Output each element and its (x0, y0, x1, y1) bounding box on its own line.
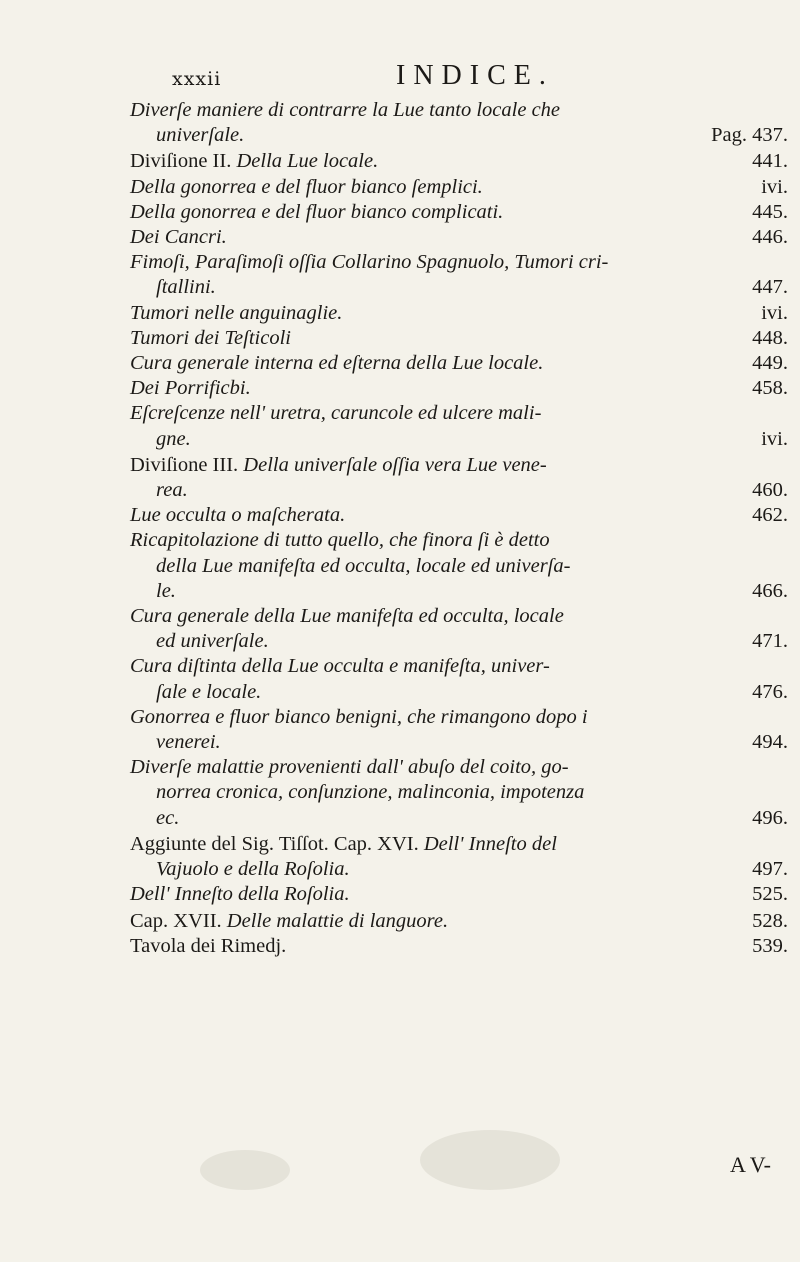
entry-roman-text: Diviſione II. (130, 150, 237, 173)
paper-stain (200, 1150, 290, 1190)
index-entry (130, 528, 788, 604)
entry-page-ref: 466. (752, 579, 788, 602)
index-entry (130, 148, 788, 174)
entry-page-ref: ivi. (761, 301, 788, 324)
entry-line: Eſcreſcenze nell' uretra, caruncole ed ulcere mali- (130, 402, 542, 425)
index-entry (130, 831, 788, 882)
entry-italic-text: Dell' Inneſto del (423, 832, 557, 855)
entry-line: Ricapitolazione di tutto quello, che finora ſi è detto (130, 529, 550, 552)
entry-roman-text: Aggiunte del Sig. Tiſſot. Cap. XVI. (130, 832, 424, 855)
entry-page-ref: 445. (752, 200, 788, 223)
index-entry (130, 175, 788, 200)
entry-line: Gonorrea e fluor bianco benigni, che rimangono dopo i (130, 705, 588, 728)
entry-line: Fimoſi, Paraſimoſi oſſia Collarino Spagnuolo, Tumori cri- (130, 251, 609, 274)
entry-line: della Lue manifeſta ed occulta, locale ed univerſa- (156, 554, 571, 577)
index-entry (130, 882, 788, 907)
index-entry (130, 503, 788, 528)
entry-page-ref: 460. (752, 479, 788, 502)
entry-line: ec. (156, 806, 180, 829)
entry-line: ſtallini. (156, 276, 216, 299)
entry-page-ref: 458. (752, 377, 788, 400)
entry-line (130, 908, 788, 934)
entry-line: Tumori dei Teſticoli (130, 326, 291, 349)
entry-page-ref: ivi. (761, 427, 788, 450)
entry-line: Diverſe maniere di contrarre la Lue tanto locale che (130, 99, 561, 121)
entry-page-ref: 494. (752, 731, 788, 754)
index-entry (130, 250, 788, 300)
index-entry (130, 301, 788, 326)
entry-line: gne. (156, 427, 191, 450)
index-entry (130, 755, 788, 831)
entry-roman-text: Cap. XVII. (130, 909, 227, 932)
entry-page-ref: 448. (752, 326, 788, 349)
catchword: A V- (730, 1152, 771, 1177)
index-entry (130, 326, 788, 351)
entry-line: le. (156, 579, 176, 602)
index-entry (130, 654, 788, 704)
index-entries (130, 98, 788, 959)
entry-italic-text: Della Lue locale. (236, 150, 379, 173)
index-entry (130, 351, 788, 376)
entry-page-ref: 449. (752, 352, 788, 375)
entry-line: norrea cronica, conſunzione, malinconia, impotenza (156, 781, 585, 804)
index-entry (130, 225, 788, 250)
entry-line (130, 452, 788, 478)
index-entry (130, 452, 788, 503)
entry-line (130, 831, 788, 857)
entry-line: Della gonorrea e del fluor bianco complicati. (130, 200, 504, 223)
entry-line: Cura generale della Lue manifeſta ed occulta, locale (130, 605, 564, 628)
entry-line: Cura generale interna ed eſterna della Lue locale. (130, 352, 544, 375)
index-entry (130, 200, 788, 225)
entry-line: rea. (156, 479, 188, 502)
entry-page-ref: 497. (752, 858, 788, 881)
entry-line: Cura diſtinta della Lue occulta e manifeſta, univer- (130, 655, 550, 678)
page-header (172, 62, 772, 102)
entry-page-ref: 462. (752, 504, 788, 527)
entry-roman-text: Diviſione III. (130, 453, 244, 476)
entry-line: venerei. (156, 731, 221, 754)
entry-page-ref: 446. (752, 226, 788, 249)
entry-page-ref: 441. (752, 150, 788, 173)
index-entry (130, 401, 788, 451)
entry-page-ref: 447. (752, 276, 788, 299)
index-entry (130, 705, 788, 755)
entry-line (130, 148, 788, 174)
entry-line: Dei Cancri. (130, 226, 227, 249)
index-entry (130, 934, 788, 959)
entry-line: Diverſe malattie provenienti dall' abuſo del coito, go- (130, 756, 569, 779)
entry-page-ref: 476. (752, 680, 788, 703)
entry-page-ref: 471. (752, 630, 788, 653)
entry-line: Vajuolo e della Roſolia. (156, 858, 350, 881)
entry-page-ref: 525. (752, 883, 788, 906)
entry-page-ref: 496. (752, 806, 788, 829)
entry-page-ref: 528. (752, 909, 788, 932)
index-entry (130, 376, 788, 401)
entry-line: Dell' Inneſto della Roſolia. (130, 883, 350, 906)
entry-page-ref: 539. (752, 934, 788, 957)
entry-line: Tumori nelle anguinaglie. (130, 301, 343, 324)
index-entry (130, 604, 788, 654)
entry-page-ref: Pag. 437. (711, 124, 788, 147)
index-entry (130, 98, 788, 148)
entry-page-ref: ivi. (761, 175, 788, 198)
entry-line: univerſale. (156, 124, 245, 147)
entry-line: Lue occulta o maſcherata. (130, 504, 346, 527)
page-number: xxxii (172, 68, 222, 90)
paper-stain (420, 1130, 560, 1190)
index-title: INDICE. (396, 60, 554, 91)
entry-line: ed univerſale. (156, 630, 269, 653)
entry-line: ſale e locale. (156, 680, 262, 703)
entry-line: Dei Porrificbi. (130, 377, 251, 400)
entry-line: Della gonorrea e del fluor bianco ſemplici. (130, 175, 483, 198)
entry-italic-text: Della univerſale oſſia vera Lue vene- (243, 453, 547, 476)
entry-italic-text: Delle malattie di languore. (226, 909, 449, 932)
index-entry (130, 908, 788, 934)
entry-line: Tavola dei Rimedj. (130, 934, 287, 957)
